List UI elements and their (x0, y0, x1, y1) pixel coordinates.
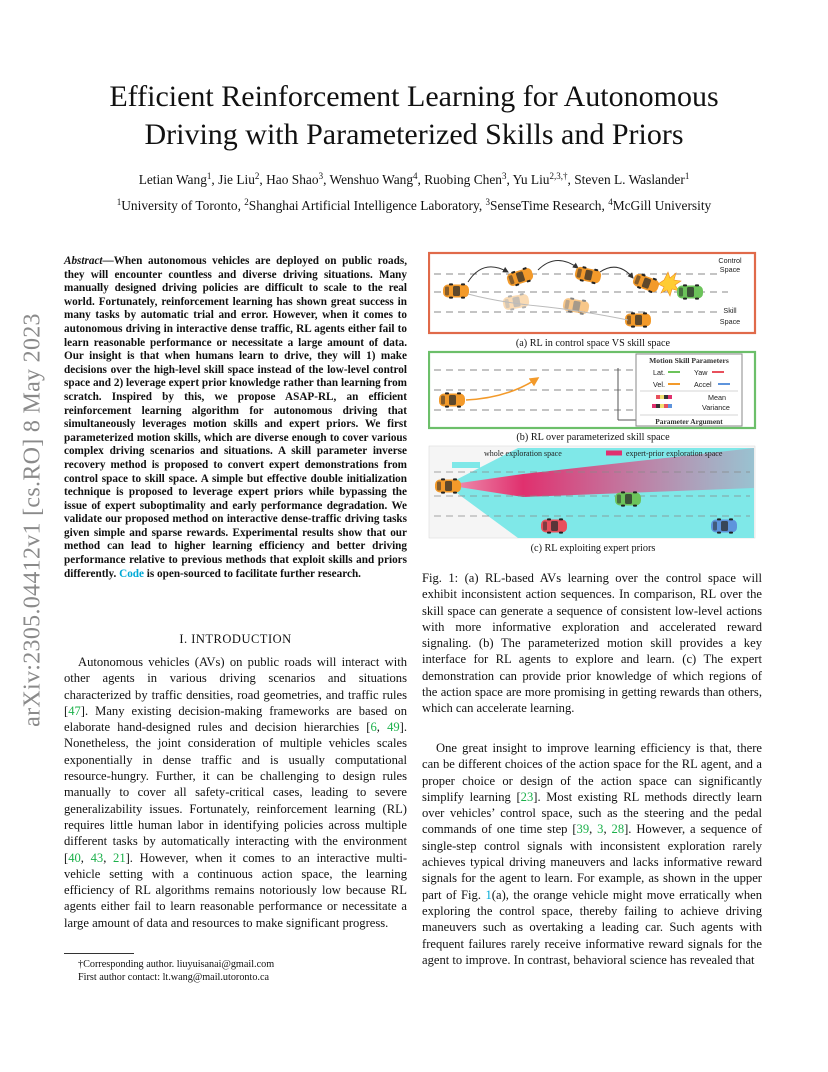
affiliations: $^1$University of Toronto, $^2$Shanghai Artificial Intelligence Laboratory, $^3$SenseTime Research, $^4$McGill University (116, 197, 712, 213)
author-list: Letian Wang$^1$, Jie Liu$^2$, Hao Shao$^3$, Wenshuo Wang$^4$, Ruobing Chen$^3$, Yu Liu$^{2,3,\dagger}$, Steven L. Waslander$^1$ (138, 171, 690, 187)
title-line-2: Driving with Parameterized Skills and Priors (144, 118, 684, 151)
car-orange-icon (505, 266, 534, 288)
figure-1 (428, 250, 758, 556)
citation-link[interactable]: 23 (520, 789, 534, 804)
figure-1-caption: Fig. 1: (a) RL-based AVs learning over the control space will exhibit inconsistent action sequences. In comparison, RL over the skill space can generate a sequence of consistent low-level actions with more informative exploration and accelerated reward signaling. (b) The parameterized motion skill provides a key interface for RL agents to explore and learn. (c) The expert demonstration can provide prior knowledge of which regions of the action space are more promising in getting rewards than others, which can accelerate learning. (422, 571, 762, 716)
motion-skill-params-title: Motion Skill Parameters (649, 356, 729, 365)
citation-link[interactable]: 6 (370, 720, 377, 735)
yaw-label: Yaw (694, 368, 708, 377)
abstract: Abstract—When autonomous vehicles are deployed on public roads, they will encounter countless and diverse driving situations. Many manually designed driving policies are difficult to scale to the real world. Fortunately, reinforcement learning has shown great success in many tasks by automatic trial and error. However, when it comes to autonomous driving in interactive dense traffic, RL agents either fail to learn reasonable performance or necessitate a large amount of data. Our insight is that when humans learn to drive, they will 1) make decisions over the high-level skill space instead of the low-level control space and 2) leverage expert prior knowledge rather than learning from scratch. Inspired by this, we propose ASAP-RL, an efficient reinforcement learning algorithm for autonomous driving that simultaneously leverages motion skills and expert priors. We first parameterized motion skills, which are diverse enough to cover various complex driving scenarios and situations. A skill parameter inverse recovery method is proposed to convert expert demonstrations from control space to skill space. A simple but effective double initialization technique is proposed to leverage expert priors while bypassing the issue of expert suboptimality and early performance degradation. We validate our proposed method on interactive dense-traffic driving tasks given simple and sparse rewards. Experimental results show that our method can lead to higher learning efficiency and better driving performance relative to previous methods that exploit skills and priors differently. Code is open-sourced to facilitate further research. (64, 255, 407, 580)
vel-label: Vel. (653, 380, 665, 389)
title-line-1: Efficient Reinforcement Learning for Autonomous (109, 80, 719, 113)
arxiv-sidebar-stamp: arXiv:2305.04412v1 [cs.RO] 8 May 2023 (19, 313, 46, 727)
citation-link[interactable]: 28 (611, 822, 625, 837)
skill-space-label-1: Skill (723, 306, 737, 315)
legend-whole-label: whole exploration space (484, 449, 562, 458)
lat-label: Lat. (653, 368, 665, 377)
accel-label: Accel (694, 380, 712, 389)
car-green-icon (615, 491, 641, 506)
mean-label: Mean (708, 393, 726, 402)
car-blue-icon (711, 518, 737, 533)
citation-link[interactable]: 21 (113, 850, 126, 865)
section-heading-introduction: I. INTRODUCTION (179, 632, 292, 646)
figure-link[interactable]: 1 (485, 887, 492, 902)
citation-link[interactable]: 43 (90, 850, 104, 865)
car-red-icon (541, 518, 567, 533)
citation-link[interactable]: 3 (597, 822, 604, 837)
abstract-label: Abstract (64, 255, 103, 267)
car-orange-icon (574, 265, 603, 285)
right-column-paragraph: One great insight to improve learning efficiency is that, there can be different choices of the action space for the RL agent, and a proper choice or design of the action space can significantly simplify learning [23]. Most existing RL methods directly learn over vehicles’ control space, such as the steering and the pedal commands of one time step [39, 3, 28]. However, a sequence of single-step control signals with inconsistent exploration rarely achieves typical driving maneuvers and lacks informative reward signals for the agent to learn. For example, as shown in the upper part of Fig. 1(a), the orange vehicle might move erratically when exploring the control space, thereby failing to achieve driving maneuvers such as overtaking a leading car. Such agents with frequent failures rarely receive informative reward signals for the agent to improve. In contrast, behavioral science has revealed that (422, 741, 763, 967)
panel-a (429, 253, 755, 333)
panel-c (429, 446, 755, 538)
footnote-first-author: First author contact: lt.wang@mail.utoronto.ca (78, 972, 270, 983)
panel-b (429, 352, 755, 428)
car-orange-icon (443, 283, 469, 298)
panel-b-caption: (b) RL over parameterized skill space (516, 432, 670, 443)
control-space-label-1: Control (718, 256, 742, 265)
citation-link[interactable]: 40 (68, 850, 81, 865)
panel-a-caption: (a) RL in control space VS skill space (515, 338, 671, 349)
panel-c-caption: (c) RL exploiting expert priors (530, 543, 656, 554)
skill-space-label-2: Space (719, 317, 741, 326)
intro-paragraph: Autonomous vehicles (AVs) on public roads will interact with other agents in various driving scenarios and situations characterized by traffic densities, road geometries, and traffic rules [47]. Many existing decision-making frameworks are based on elaborate hand-designed rules and decision hierarchies [6, 49]. Nonetheless, the joint consideration of multiple vehicles scales exponentially in dense traffic and is usually computational resource-hungry. Further, it can be challenging to design rules manually to cover all safety-critical cases, leading to severe generalizability issues. Fortunately, reinforcement learning (RL) requires little human labor in identifying policies across multiple different tasks by automatically interacting with the environment [40, 43, 21]. However, when it comes to an interactive multi-vehicle setting with a continuous action space, the learning efficiency of RL algorithms remains notoriously low because RL agents either fail to learn reasonable performance or necessitate a large amount of data and resources to make significant progress. (64, 655, 408, 930)
control-space-label-2: Space (719, 265, 741, 274)
variance-label: Variance (702, 403, 730, 412)
citation-link[interactable]: 49 (387, 720, 400, 735)
parameter-argument-label: Parameter Argument (655, 417, 723, 426)
citation-link[interactable]: 47 (68, 703, 81, 718)
code-link[interactable]: Code (119, 567, 144, 580)
footnote-rule (64, 953, 134, 954)
car-orange-icon (435, 478, 461, 493)
legend-expert-label: expert-prior exploration space (626, 449, 723, 458)
car-orange-icon (631, 271, 661, 294)
footnote-corresponding: †Corresponding author. liuyuisanai@gmail.com (78, 959, 275, 970)
car-green-icon (677, 284, 703, 299)
paper-title (60, 78, 768, 154)
panel-a-border (429, 253, 755, 333)
citation-link[interactable]: 39 (576, 822, 590, 837)
car-orange-icon (625, 312, 651, 327)
car-orange-icon (439, 392, 465, 407)
